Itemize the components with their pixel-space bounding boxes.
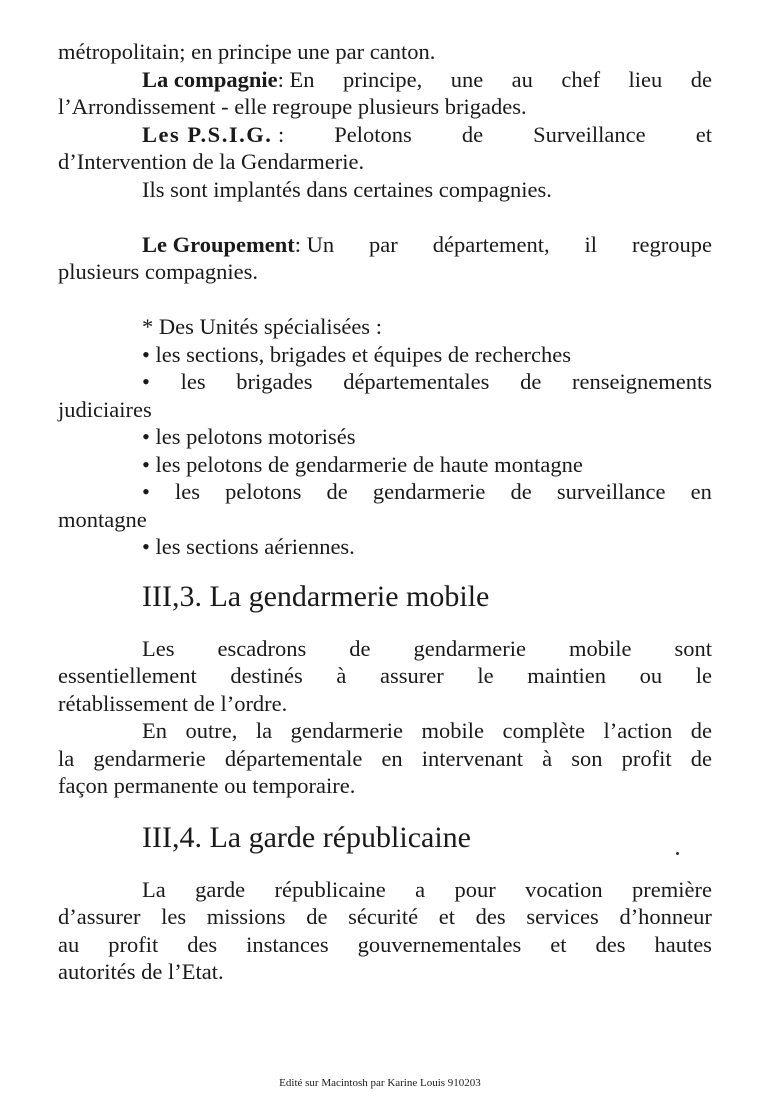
word: gendarmerie: [413, 635, 526, 661]
word: •: [142, 479, 150, 504]
word: garde: [195, 876, 246, 902]
word: missions: [206, 904, 286, 929]
word: vocation: [525, 876, 603, 902]
word: à: [336, 663, 347, 688]
word: outre,: [185, 718, 238, 743]
word: instances: [246, 931, 329, 957]
word: en: [381, 745, 403, 771]
paragraph-line: autorités de l’Etat.: [58, 959, 224, 984]
word: de: [306, 904, 328, 929]
compagnie-line-1: [58, 66, 712, 94]
word: des: [187, 931, 218, 957]
word: et: [550, 931, 567, 957]
word: •: [142, 369, 150, 394]
word: de: [461, 121, 484, 147]
paragraph-line: [58, 662, 712, 690]
term-group: [142, 121, 284, 149]
word: intervenant: [421, 745, 524, 771]
page-footer: Edité sur Macintosh par Karine Louis 910203: [279, 1077, 481, 1089]
word: son: [571, 745, 603, 771]
word: profit: [108, 931, 159, 957]
word: essentiellement: [58, 663, 197, 688]
word: la: [58, 745, 75, 771]
text-line: Ils sont implantés dans certaines compagnies.: [142, 176, 552, 202]
word: mobile: [568, 635, 632, 661]
word: :: [277, 121, 285, 147]
word: département,: [432, 231, 550, 257]
paragraph-line: [58, 931, 712, 959]
list-item: [58, 368, 712, 396]
groupement-line-1: [58, 231, 712, 259]
paragraph-line: façon permanente ou temporaire.: [58, 773, 356, 798]
word: des: [475, 904, 506, 929]
list-item: • les pelotons motorisés: [142, 424, 356, 449]
term-group: [142, 66, 315, 94]
word: destinés: [230, 663, 303, 688]
text-line: plusieurs compagnies.: [58, 259, 258, 284]
word: une: [450, 66, 484, 92]
word: de: [690, 718, 712, 743]
word: d’honneur: [619, 904, 712, 929]
word: au: [58, 931, 80, 957]
scan-speck: [676, 852, 679, 855]
section-heading: III,3. La gendarmerie mobile: [142, 579, 490, 613]
word: l’action: [603, 718, 673, 743]
word: par: [369, 231, 398, 257]
paragraph-line: [58, 876, 712, 904]
word: républicaine: [274, 876, 386, 902]
list-item-continuation: judiciaires: [58, 396, 152, 422]
word: renseignements: [572, 369, 712, 394]
word: escadrons: [217, 635, 307, 661]
text-line: métropolitain; en principe une par canton.: [58, 39, 436, 64]
paragraph-line: [58, 745, 712, 773]
word: ou: [639, 663, 663, 688]
word: de: [349, 635, 371, 661]
word: les: [161, 904, 187, 929]
term-label: Les P.S.I.G.: [142, 121, 273, 147]
word: hautes: [654, 931, 712, 957]
word: au: [511, 66, 533, 92]
word: d’assurer: [58, 904, 141, 929]
word: les: [175, 479, 201, 504]
word: la: [255, 718, 273, 743]
list-item: [58, 478, 712, 506]
word: de: [690, 66, 712, 92]
word: départementales: [343, 369, 490, 394]
paragraph-line: [58, 717, 712, 745]
word: gendarmerie: [372, 479, 486, 504]
paragraph-line: [58, 635, 712, 663]
paragraph-line: rétablissement de l’ordre.: [58, 690, 288, 716]
word: lieu: [628, 66, 663, 92]
list-item: • les sections aériennes.: [142, 534, 355, 559]
word: En: [142, 718, 167, 743]
word: et: [438, 904, 455, 929]
word: et: [695, 121, 712, 147]
word: maintien: [527, 663, 606, 688]
word: gendarmerie: [93, 745, 206, 771]
word: Surveillance: [533, 121, 646, 147]
term-label: La compagnie: [142, 66, 278, 92]
term-label: Le Groupement: [142, 231, 295, 257]
word: gouvernementales: [357, 931, 522, 957]
word: : En: [277, 66, 315, 92]
word: Pelotons: [334, 121, 412, 147]
list-item: • les sections, brigades et équipes de recherches: [142, 341, 571, 367]
text-line: d’Intervention de la Gendarmerie.: [58, 149, 365, 174]
word: de: [326, 479, 348, 504]
term-group: [142, 231, 334, 259]
word: profit: [621, 745, 672, 771]
word: : Un: [294, 231, 335, 257]
word: principe,: [342, 66, 423, 92]
text-line: l’Arrondissement - elle regroupe plusieurs brigades.: [58, 94, 527, 119]
word: assurer: [380, 663, 444, 688]
document-body: [58, 38, 712, 986]
word: La: [142, 876, 166, 902]
word: départementale: [224, 745, 363, 771]
word: pelotons: [225, 479, 302, 504]
list-item-continuation: montagne: [58, 506, 147, 532]
word: les: [180, 369, 206, 394]
section-heading: III,4. La garde républicaine: [142, 820, 471, 854]
word: Les: [142, 635, 175, 661]
list-item: • les pelotons de gendarmerie de haute montagne: [142, 451, 583, 477]
word: première: [631, 876, 712, 902]
word: en: [690, 479, 712, 504]
word: pour: [454, 876, 496, 902]
paragraph-line: [58, 903, 712, 931]
word: services: [526, 904, 599, 929]
word: sécurité: [348, 904, 419, 929]
word: à: [542, 745, 553, 771]
word: de: [520, 369, 542, 394]
psig-line-1: [58, 121, 712, 149]
word: sont: [674, 635, 712, 661]
word: de: [690, 745, 712, 771]
word: brigades: [236, 369, 313, 394]
word: mobile: [421, 718, 485, 743]
word: chef: [561, 66, 601, 92]
word: le: [477, 663, 494, 688]
word: le: [695, 663, 712, 688]
word: il: [584, 231, 598, 257]
word: gendarmerie: [290, 718, 404, 743]
word: complète: [502, 718, 586, 743]
word: de: [510, 479, 532, 504]
word: des: [595, 931, 626, 957]
word: surveillance: [556, 479, 666, 504]
units-title: * Des Unités spécialisées :: [142, 314, 382, 339]
word: regroupe: [632, 231, 712, 257]
word: a: [415, 876, 426, 902]
